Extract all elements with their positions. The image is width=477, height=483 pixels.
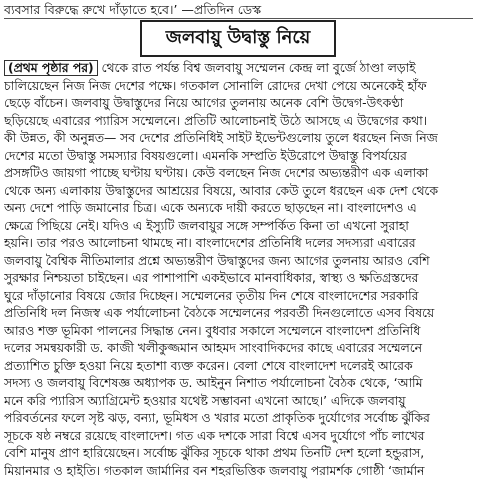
continued-tag: (প্রথম পৃষ্ঠার পর) bbox=[4, 60, 98, 76]
article-line-15: প্রতিনিধি দল নিজস্ব এক পর্যালোচনা বৈঠকে সম্মেলনের পরবর্তী দিনগুলোতে এসব বিষয়ে bbox=[4, 306, 435, 320]
article-line-17: দলের সমন্বয়কারী ড. কাজী খলীকুজ্জমান আহমদ সাংবাদিকদের কাছে এবারের সম্মেলনে bbox=[4, 341, 422, 355]
article-line-24: মিয়ানমার ও হাইতি। গতকাল জার্মানির বন শহরভিত্তিক জলবায়ু পরামর্শক গোষ্ঠী ‘জার্মান bbox=[4, 463, 425, 478]
article-body bbox=[4, 60, 473, 480]
article-line-2: চালিয়েছেন নিজ নিজ দেশের পক্ষে। গতকাল সোনালি রোদের দেখা পেয়ে অনেকেই হাঁফ bbox=[4, 78, 427, 93]
article-line-1: (প্রথম পৃষ্ঠার পর) থেকে রাত পর্যন্ত বিশ্ব জলবায়ু সম্মেলন কেন্দ্র লা বুর্জে ঠাণ্ডা লড়াই bbox=[4, 60, 473, 78]
article-line-11: হয়নি। তার পরও আলোচনা থামছে না। বাংলাদেশের প্রতিনিধি দলের সদস্যরা এবারের bbox=[4, 236, 416, 250]
headline: জলবায়ু উদ্বাস্তু নিয়ে bbox=[140, 20, 336, 57]
article-line-7: প্রসঙ্গটিও জায়গা পাচ্ছে ঘণ্টায় ঘণ্টায়। কেউ বলছেন নিজ দেশের অভ্যন্তরীণ এক এলাকা bbox=[4, 166, 429, 180]
article-line-18: প্রত্যাশিত চুক্তি হওয়া নিয়ে হতাশা ব্যক্ত করেন। বেলা শেষে বাংলাদেশ দলেরই আরেক bbox=[4, 358, 413, 373]
article-line-13: সুরক্ষার নিশ্চয়তা চাইছেন। এর পাশাপাশি একইভাবে মানবাধিকার, স্বাস্থ্য ও ক্ষতিগ্রস্তদের bbox=[4, 271, 419, 285]
article-line-12: জলবায়ু বৈশ্বিক নীতিমালার প্রশ্নে অভ্যন্তরীণ উদ্বাস্তুদের জন্য আগের তুলনায় আরও বেশি bbox=[4, 253, 430, 268]
article-line-4: ছড়িয়েছে এবারের প্যারিস সম্মেলনে। প্রতিটি আলোচনাই উঠে আসছে এ উদ্বেগের কথা। bbox=[4, 113, 428, 128]
article-line-16: আরও শক্ত ভূমিকা পালনের সিদ্ধান্ত নেন। বুধবার সকালে সম্মেলনে বাংলাদেশ প্রতিনিধি bbox=[4, 323, 421, 338]
previous-article-ending: ব্যবসার বিরুদ্ধে রুখে দাঁড়াতে হবে।’ —প্রতিদিন ডেস্ক bbox=[4, 2, 262, 17]
article-line-20: মনে করি প্যারিস অ্যাগ্রিমেন্ট হওয়ার যথেষ্ট সম্ভাবনা এখনো আছে।’ এদিকে জলবায়ু bbox=[4, 393, 406, 408]
article-line-21: পরিবর্তনের ফলে সৃষ্ট ঝড়, বন্যা, ভূমিধস ও খরার মতো প্রাকৃতিক দুর্যোগের সর্বোচ্চ ঝুঁকির bbox=[4, 411, 430, 425]
article-line-23: বেশি মানুষ প্রাণ হারিয়েছেন। সর্বোচ্চ ঝুঁকির সূচকে থাকা প্রথম তিনটি দেশ হলো হন্ডুরাস, bbox=[4, 446, 425, 460]
article-line-14: ঘুরে দাঁড়ানোর বিষয়ে জোর দিচ্ছেন। সম্মেলনের তৃতীয় দিন শেষে বাংলাদেশের সরকারি bbox=[4, 288, 419, 303]
article-line-22: সূচকে ষষ্ঠ নম্বরে রয়েছে বাংলাদেশ। গত এক দশকে সারা বিশ্বে এসব দুর্যোগে পাঁচ লাখের bbox=[4, 428, 425, 443]
article-line-5: কী উন্নত, কী অনুন্নত— সব দেশের প্রতিনিধিই সাইট ইভেন্টগুলোয় তুলে ধরছেন নিজ নিজ bbox=[4, 131, 438, 145]
article-line-6: দেশের মতো উদ্বাস্তু সমস্যার বিষয়গুলো। এমনকি সম্প্রতি ইউরোপে উদ্বাস্তু বিপর্যয়ের bbox=[4, 148, 407, 163]
article-line-19: সদস্য ও জলবায়ু বিশেষজ্ঞ অধ্যাপক ড. আইনুন নিশাত পর্যালোচনা বৈঠক থেকে, ‘আমি bbox=[4, 376, 423, 390]
article-line-3: ছেড়ে বাঁচেন। জলবায়ু উদ্বাস্তুদের নিয়ে আগের তুলনায় অনেক বেশি উদ্বেগ-উৎকণ্ঠা bbox=[4, 96, 404, 110]
top-divider bbox=[4, 18, 473, 19]
article-line-9: অন্য দেশে পাড়ি জমানোর চিত্র। একে অন্যকে দায়ী করতে ছাড়ছেন না। বাংলাদেশও এ bbox=[4, 201, 417, 215]
article-line-8: থেকে অন্য এলাকায় উদ্বাস্তুদের আশ্রয়ের বিষয়ে, আবার কেউ তুলে ধরছেন এক দেশ থেকে bbox=[4, 183, 438, 198]
article-line-10: ক্ষেত্রে পিছিয়ে নেই। যদিও এ ইস্যুটি জলবায়ুর সঙ্গে সম্পর্কিত কিনা তা এখনো সুরাহা bbox=[4, 218, 409, 233]
